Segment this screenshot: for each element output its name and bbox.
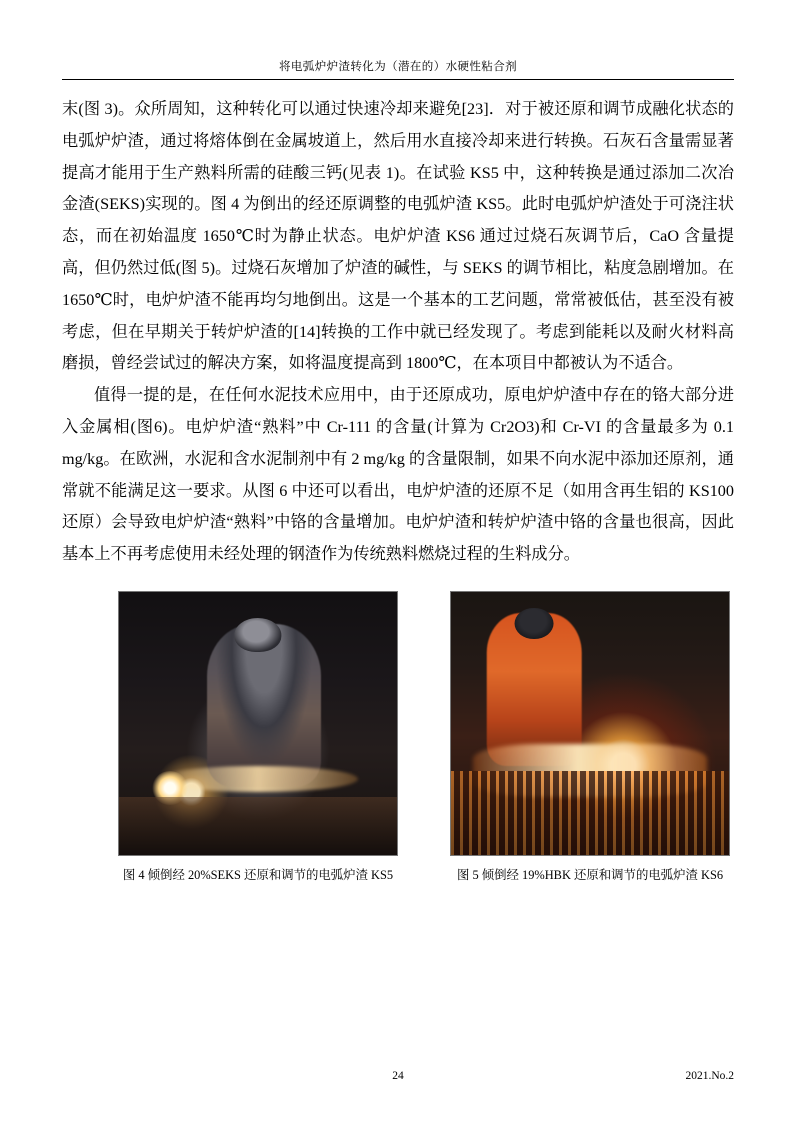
foundry-floor: [119, 797, 397, 855]
figure-row: [62, 591, 734, 883]
figure-4: [118, 591, 398, 883]
paragraph-2: 值得一提的是，在任何水泥技术应用中，由于还原成功，原电炉炉渣中存在的铬大部分进入金属相(图6)。电炉炉渣“熟料”中 Cr-111 的含量(计算为 Cr2O3)和 Cr-VI 的含量最多为 0.1 mg/kg。在欧洲，水泥和含水泥制剂中有 2 mg/kg 的含量限制，如果不向水泥中添加还原剂，通常就不能满足这一要求。从图 6 中还可以看出，电炉炉渣的还原不足（如用含再生铝的 KS100 还原）会导致电炉炉渣“熟料”中铬的含量增加。电炉炉渣和转炉炉渣中铬的含量也很高，因此基本上不再考虑使用未经处理的钢渣作为传统熟料燃烧过程的生料成分。: [62, 386, 734, 564]
figure-4-caption: 图 4 倾倒经 20%SEKS 还原和调节的电弧炉渣 KS5: [122, 867, 394, 882]
page-content: [62, 58, 734, 883]
page-number: 24: [392, 1070, 404, 1082]
figure-5: [450, 591, 730, 883]
helmet-shape: [515, 608, 554, 640]
body-text: [62, 94, 734, 571]
issue-label: 2021.No.2: [685, 1070, 734, 1082]
running-head: 将电弧炉炉渣转化为（潜在的）水硬性粘合剂: [279, 61, 517, 73]
cooling-grate: [451, 771, 729, 855]
photo-pouring-eaf-slag-ks6: [450, 591, 730, 856]
paragraph-1: 末(图 3)。众所周知，这种转化可以通过快速冷却来避免[23]．对于被还原和调节成融化状态的电弧炉炉渣，通过将熔体倒在金属坡道上，然后用水直接冷却来进行转换。石灰石含量需显著提高才能用于生产熟料所需的硅酸三钙(见表 1)。在试验 KS5 中，这种转换是通过添加二次冶金渣(SEKS)实现的。图 4 为倒出的经还原调整的电弧炉渣 KS5。此时电弧炉炉渣处于可浇注状态，而在初始温度 1650℃时为静止状态。电炉炉渣 KS6 通过过烧石灰调节后，CaO 含量提高，但仍然过低(图 5)。过烧石灰增加了炉渣的碱性，与 SEKS 的调节相比，粘度急剧增加。在 1650℃时，电炉炉渣不能再均匀地倒出。这是一个基本的工艺问题，常常被低估，甚至没有被考虑，但在早期关于转炉炉渣的[14]转换的工作中就已经发现了。考虑到能耗以及耐火材料高磨损，曾经尝试过的解决方案，如将温度提高到 1800℃，在本项目中都被认为不适合。: [62, 100, 734, 373]
header-rule: [62, 79, 734, 80]
photo-pouring-eaf-slag-ks5: [118, 591, 398, 856]
figure-5-caption: 图 5 倾倒经 19%HBK 还原和调节的电弧炉渣 KS6: [456, 867, 724, 882]
helmet-shape: [234, 618, 281, 652]
